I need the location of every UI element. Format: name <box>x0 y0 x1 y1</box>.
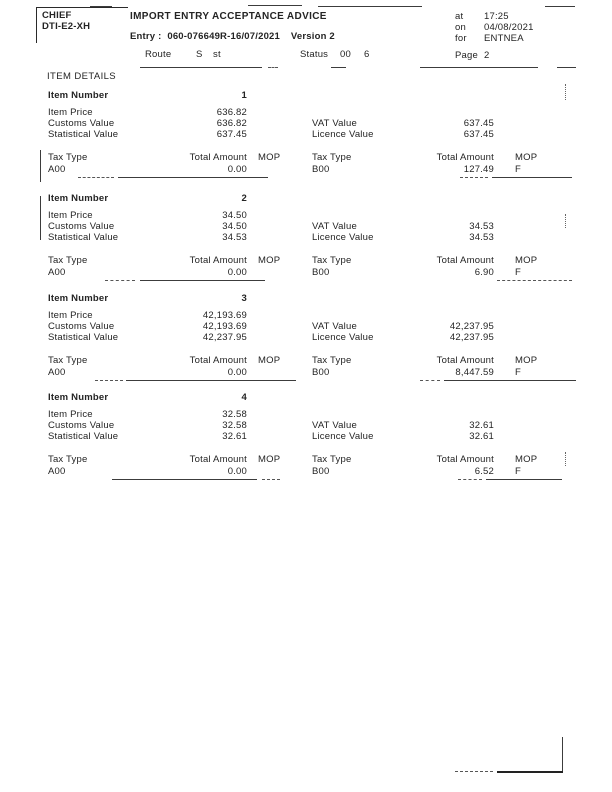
tax1-type: A00 <box>48 164 66 175</box>
vat-value-label: VAT Value <box>312 321 357 332</box>
item-separator <box>95 380 123 381</box>
route-value: S <box>196 49 203 60</box>
mop-header: MOP <box>515 255 538 266</box>
total-amount-header: Total Amount <box>189 454 247 465</box>
total-amount-header: Total Amount <box>189 152 247 163</box>
tax1-amount: 0.00 <box>227 267 247 278</box>
on-value: 04/08/2021 <box>484 22 534 33</box>
bottom-frame-line <box>562 737 563 773</box>
vat-value-value: 34.53 <box>469 221 494 232</box>
customs-value-value: 42,193.69 <box>202 321 247 332</box>
tax2-type: B00 <box>312 367 330 378</box>
item-price-value: 42,193.69 <box>202 310 247 321</box>
scan-artifact-line <box>40 196 41 240</box>
tax-type-header: Tax Type <box>312 454 352 465</box>
status-extra: 6 <box>364 49 370 60</box>
customs-value-value: 34.50 <box>222 221 247 232</box>
tax1-amount: 0.00 <box>227 466 247 477</box>
tax-type-header: Tax Type <box>48 152 88 163</box>
item-separator <box>126 380 296 381</box>
licence-value-label: Licence Value <box>312 129 374 140</box>
scan-artifact-line <box>545 6 575 7</box>
header-rule <box>140 67 262 68</box>
statistical-value-label: Statistical Value <box>48 232 119 243</box>
for-value: ENTNEA <box>484 33 524 44</box>
item-number-label: Item Number <box>48 90 109 101</box>
item-number-label: Item Number <box>48 193 109 204</box>
entry-number: 060-076649R-16/07/2021 <box>167 31 281 42</box>
licence-value-value: 42,237.95 <box>449 332 494 343</box>
item-price-value: 636.82 <box>216 107 247 118</box>
item-price-label: Item Price <box>48 409 93 420</box>
header-rule <box>268 67 278 68</box>
entry-label: Entry : <box>130 31 162 42</box>
tax2-amount: 8,447.59 <box>455 367 494 378</box>
tax2-amount: 127.49 <box>463 164 494 175</box>
item-number-value: 2 <box>241 193 247 204</box>
mop-header: MOP <box>515 355 538 366</box>
customs-value-value: 32.58 <box>222 420 247 431</box>
document-title: IMPORT ENTRY ACCEPTANCE ADVICE <box>130 11 327 22</box>
tax2-mop: F <box>515 466 522 477</box>
scan-artifact-line <box>565 452 566 466</box>
licence-value-label: Licence Value <box>312 332 374 343</box>
tax2-amount: 6.52 <box>474 466 494 477</box>
item-separator <box>492 177 572 178</box>
item-separator <box>460 177 488 178</box>
item-separator <box>105 280 135 281</box>
licence-value-label: Licence Value <box>312 431 374 442</box>
item-price-value: 32.58 <box>222 409 247 420</box>
page-label: Page <box>455 50 478 61</box>
bottom-frame-line <box>497 771 563 773</box>
status-value: 00 <box>340 49 351 60</box>
statistical-value-value: 32.61 <box>222 431 247 442</box>
route-label: Route <box>145 49 172 60</box>
mop-header: MOP <box>258 454 281 465</box>
item-price-value: 34.50 <box>222 210 247 221</box>
mop-header: MOP <box>258 152 281 163</box>
statistical-value-value: 637.45 <box>216 129 247 140</box>
item-separator <box>458 479 482 480</box>
item-number-value: 4 <box>241 392 247 403</box>
scan-artifact-line <box>248 5 302 6</box>
item-separator <box>497 280 572 281</box>
tax1-amount: 0.00 <box>227 367 247 378</box>
mop-header: MOP <box>258 355 281 366</box>
tax2-amount: 6.90 <box>474 267 494 278</box>
system-name: CHIEF <box>42 10 72 21</box>
statistical-value-label: Statistical Value <box>48 129 119 140</box>
at-label: at <box>455 11 464 22</box>
scan-artifact-line <box>318 6 422 7</box>
tax2-mop: F <box>515 164 522 175</box>
item-separator <box>78 177 114 178</box>
tax1-type: A00 <box>48 466 66 477</box>
item-separator <box>140 280 265 281</box>
vat-value-value: 637.45 <box>463 118 494 129</box>
customs-value-label: Customs Value <box>48 321 115 332</box>
scan-artifact-line <box>565 214 566 228</box>
item-separator <box>420 380 440 381</box>
tax1-amount: 0.00 <box>227 164 247 175</box>
total-amount-header: Total Amount <box>189 355 247 366</box>
item-separator <box>118 177 268 178</box>
licence-value-value: 32.61 <box>469 431 494 442</box>
statistical-value-value: 34.53 <box>222 232 247 243</box>
at-value: 17:25 <box>484 11 509 22</box>
mop-header: MOP <box>515 454 538 465</box>
mop-header: MOP <box>515 152 538 163</box>
tax1-type: A00 <box>48 367 66 378</box>
vat-value-value: 32.61 <box>469 420 494 431</box>
total-amount-header: Total Amount <box>436 355 494 366</box>
tax2-type: B00 <box>312 267 330 278</box>
vat-value-label: VAT Value <box>312 118 357 129</box>
item-separator <box>112 479 257 480</box>
entry-line <box>130 31 335 42</box>
customs-value-label: Customs Value <box>48 221 115 232</box>
tax2-mop: F <box>515 267 522 278</box>
tax-type-header: Tax Type <box>312 355 352 366</box>
tax-type-header: Tax Type <box>312 152 352 163</box>
total-amount-header: Total Amount <box>436 255 494 266</box>
item-price-label: Item Price <box>48 310 93 321</box>
vat-value-label: VAT Value <box>312 420 357 431</box>
tax-type-header: Tax Type <box>48 355 88 366</box>
on-label: on <box>455 22 466 33</box>
section-title: ITEM DETAILS <box>47 71 117 82</box>
customs-value-label: Customs Value <box>48 118 115 129</box>
item-separator <box>486 479 562 480</box>
statistical-value-label: Statistical Value <box>48 332 119 343</box>
tax-type-header: Tax Type <box>312 255 352 266</box>
statistical-value-value: 42,237.95 <box>202 332 247 343</box>
tax1-type: A00 <box>48 267 66 278</box>
item-number-label: Item Number <box>48 293 109 304</box>
tax2-mop: F <box>515 367 522 378</box>
scan-artifact-line <box>40 150 41 182</box>
for-label: for <box>455 33 467 44</box>
item-separator <box>262 479 280 480</box>
status-label: Status <box>300 49 329 60</box>
licence-value-label: Licence Value <box>312 232 374 243</box>
vat-value-value: 42,237.95 <box>449 321 494 332</box>
item-separator <box>444 380 576 381</box>
system-code: DTI-E2-XH <box>42 21 91 32</box>
bottom-frame-line <box>455 771 493 772</box>
licence-value-value: 34.53 <box>469 232 494 243</box>
item-number-label: Item Number <box>48 392 109 403</box>
tax2-type: B00 <box>312 164 330 175</box>
page-number: 2 <box>484 50 490 61</box>
entry-version: Version 2 <box>290 31 335 42</box>
total-amount-header: Total Amount <box>189 255 247 266</box>
tax2-type: B00 <box>312 466 330 477</box>
total-amount-header: Total Amount <box>436 454 494 465</box>
vat-value-label: VAT Value <box>312 221 357 232</box>
route-suffix: st <box>213 49 221 60</box>
scan-artifact-line <box>565 84 566 100</box>
item-number-value: 3 <box>241 293 247 304</box>
item-price-label: Item Price <box>48 107 93 118</box>
customs-value-value: 636.82 <box>216 118 247 129</box>
customs-value-label: Customs Value <box>48 420 115 431</box>
header-rule <box>557 67 576 68</box>
tax-type-header: Tax Type <box>48 454 88 465</box>
item-price-label: Item Price <box>48 210 93 221</box>
statistical-value-label: Statistical Value <box>48 431 119 442</box>
total-amount-header: Total Amount <box>436 152 494 163</box>
header-rule <box>331 67 346 68</box>
mop-header: MOP <box>258 255 281 266</box>
header-rule <box>420 67 538 68</box>
item-number-value: 1 <box>241 90 247 101</box>
licence-value-value: 637.45 <box>463 129 494 140</box>
tax-type-header: Tax Type <box>48 255 88 266</box>
chief-system-box <box>36 7 128 43</box>
